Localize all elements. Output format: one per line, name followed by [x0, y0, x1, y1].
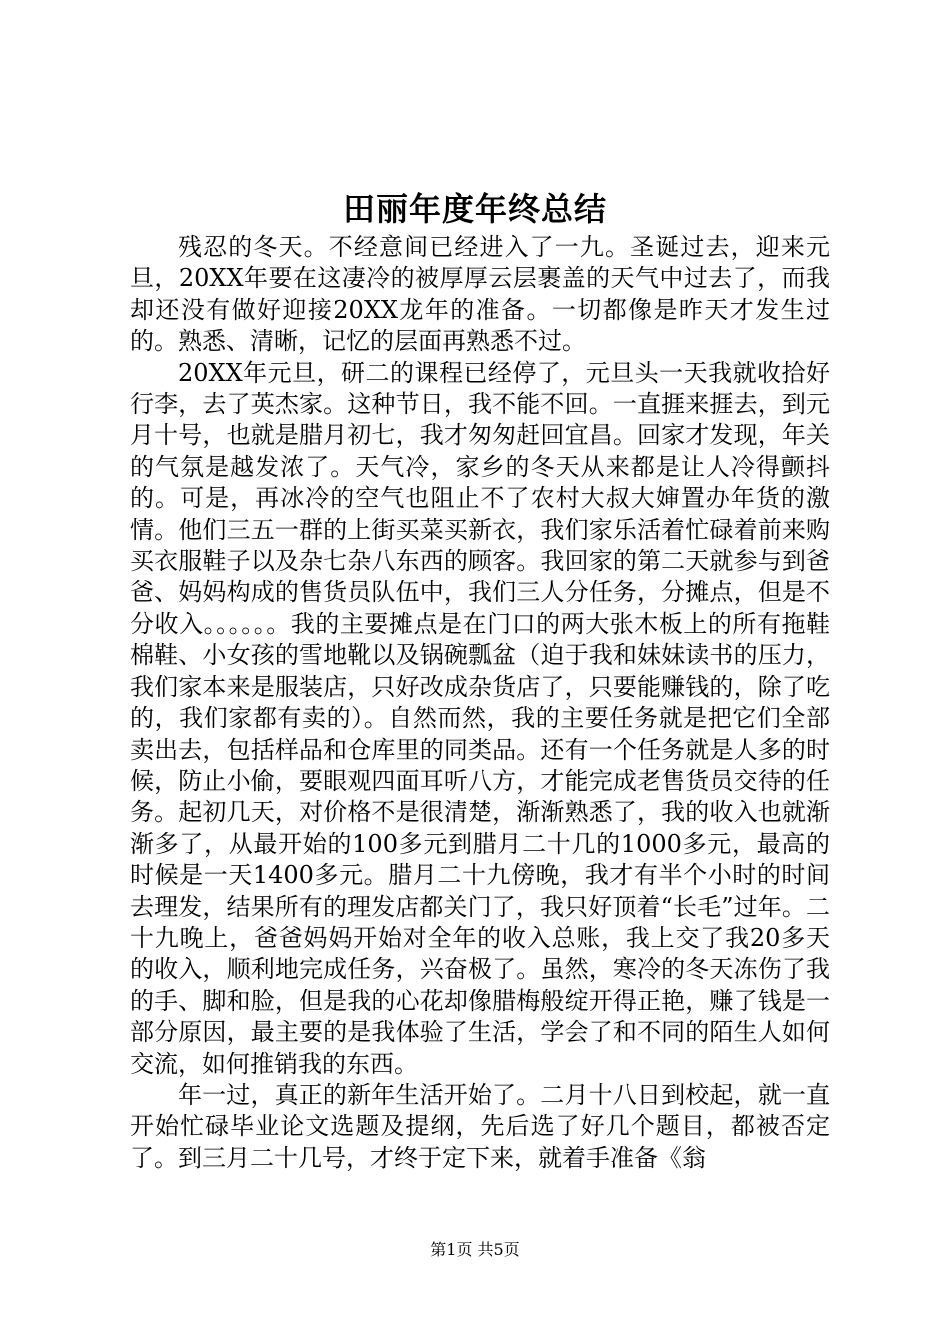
document-title: 田丽年度年终总结: [342, 190, 607, 228]
document-body: [130, 232, 830, 1174]
paragraph: 20XX年元旦，研二的课程已经停了，元旦头一天我就收拾好行李，去了英杰家。这种节日，我不能不回。一直捱来捱去，到元月十号，也就是腊月初七，我才匆匆赶回宜昌。回家才发现，年关的气氛是越发浓了。天气冷，家乡的冬天从来都是让人冷得颤抖的。可是，再冰冷的空气也阻止不了农村大叔大婶置办年货的激情。他们三五一群的上街买菜买新衣，我们家乐活着忙碌着前来购买衣服鞋子以及杂七杂八东西的顾客。我回家的第二天就参与到爸爸、妈妈构成的售货员队伍中，我们三人分任务，分摊点，但是不分收入。。。。。。我的主要摊点是在门口的两大张木板上的所有拖鞋棉鞋、小女孩的雪地靴以及锅碗瓢盆（迫于我和妹妹读书的压力，我们家本来是服装店，只好改成杂货店了，只要能赚钱的，除了吃的，我们家都有卖的）。自然而然，我的主要任务就是把它们全部卖出去，包括样品和仓库里的同类品。还有一个任务就是人多的时候，防止小偷，要眼观四面耳听八方，才能完成老售货员交待的任务。起初几天，对价格不是很清楚，渐渐熟悉了，我的收入也就渐渐多了，从最开始的100多元到腊月二十几的1000多元，最高的时候是一天1400多元。腊月二十九傍晚，我才有半个小时的时间去理发，结果所有的理发店都关门了，我只好顶着“长毛”过年。二十九晚上，爸爸妈妈开始对全年的收入总账，我上交了我20多天的收入，顺利地完成任务，兴奋极了。虽然，寒冷的冬天冻伤了我的手、脚和脸，但是我的心花却像腊梅般绽开得正艳，赚了钱是一部分原因，最主要的是我体验了生活，学会了和不同的陌生人如何交流，如何推销我的东西。: [130, 358, 830, 1078]
paragraph: 残忍的冬天。不经意间已经进入了一九。圣诞过去，迎来元旦，20XX年要在这凄冷的被厚厚云层裹盖的天气中过去了，而我却还没有做好迎接20XX龙年的准备。一切都像是昨天才发生过的。熟悉、清晰，记忆的层面再熟悉不过。: [130, 233, 830, 356]
paragraph: 年一过，真正的新年生活开始了。二月十八日到校起，就一直开始忙碌毕业论文选题及提纲，先后选了好几个题目，都被否定了。到三月二十几号，才终于定下来，就着手准备《翁: [130, 1080, 830, 1172]
page-number-footer: 第1页 共5页: [430, 1240, 520, 1259]
